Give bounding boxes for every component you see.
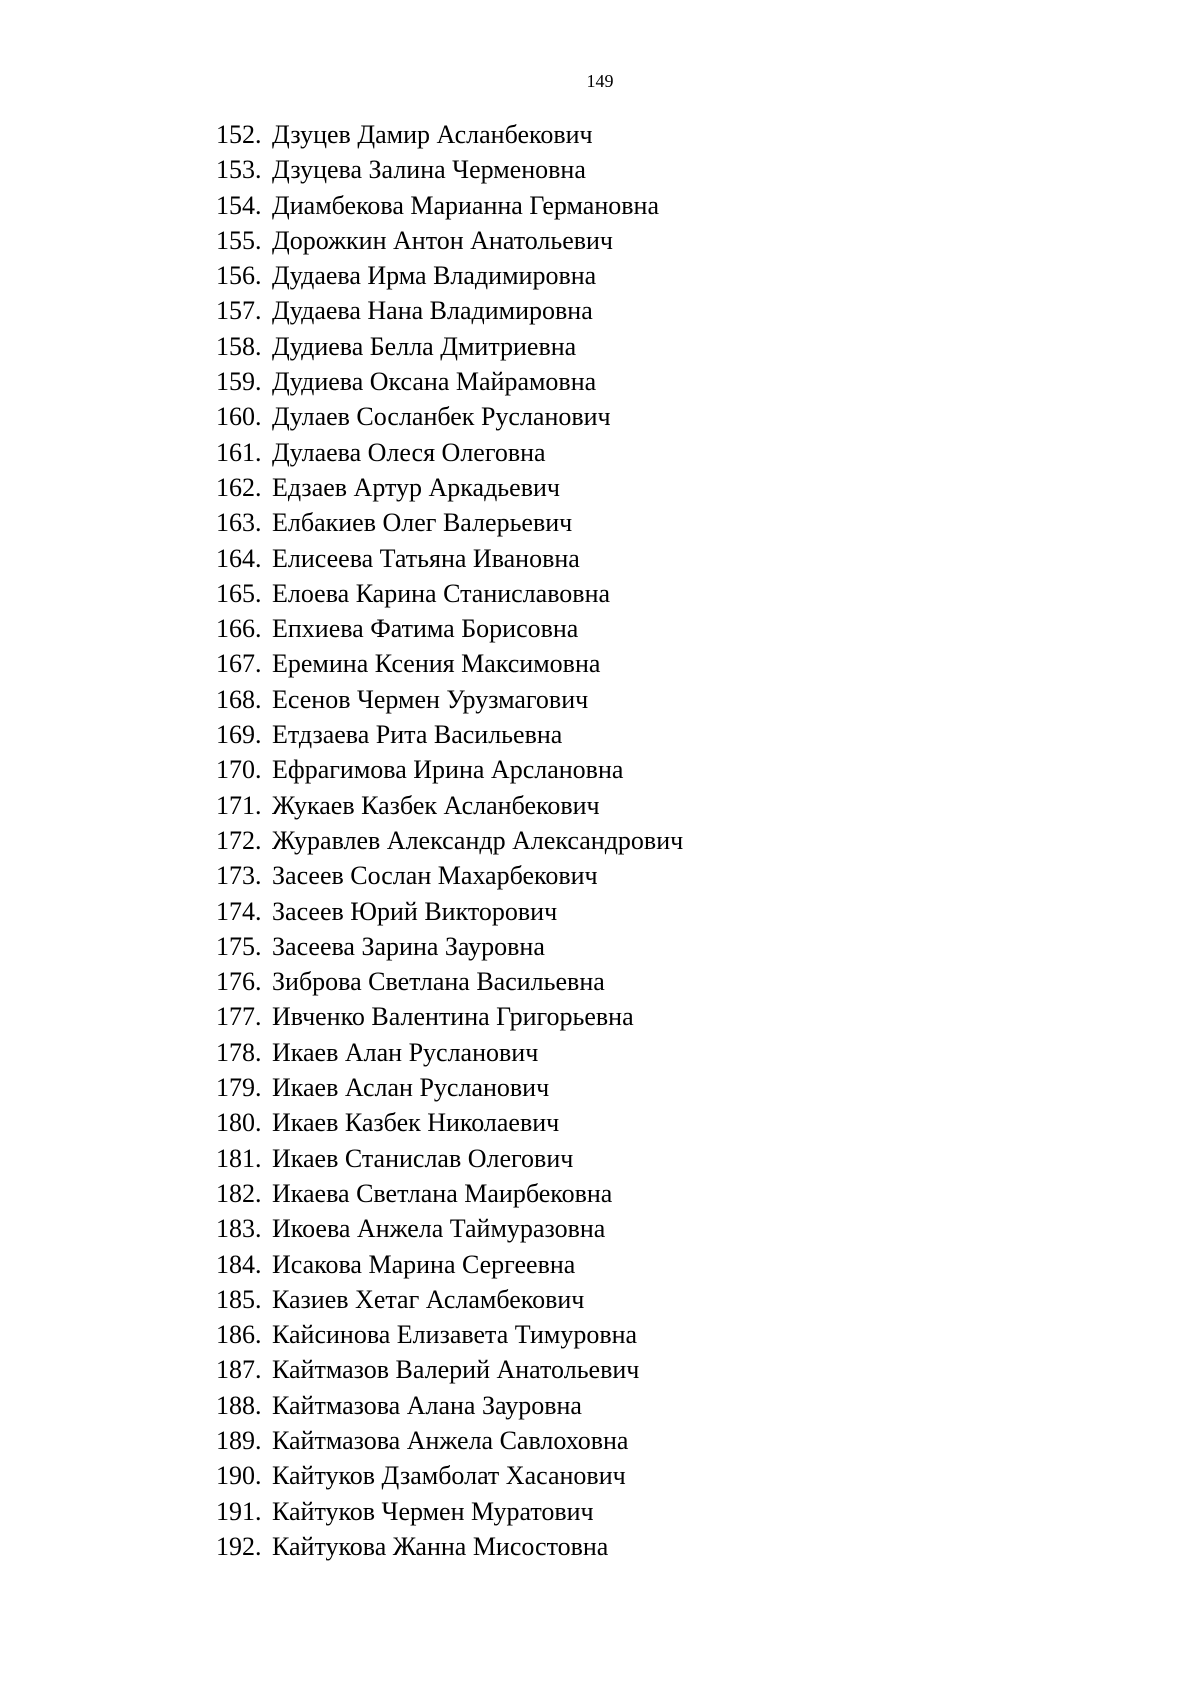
list-item	[216, 999, 1016, 1034]
list-item	[216, 541, 1016, 576]
list-item	[216, 611, 1016, 646]
item-number: 189.	[216, 1425, 262, 1455]
list-item	[216, 788, 1016, 823]
item-number: 156.	[216, 261, 262, 291]
item-name: Жукаев Казбек Асланбекович	[272, 790, 600, 820]
item-name: Кайтмазова Алана Зауровна	[272, 1390, 582, 1420]
list-item	[216, 470, 1016, 505]
item-name: Икаев Станислав Олегович	[272, 1143, 574, 1173]
item-number: 154.	[216, 190, 262, 220]
item-name: Засеева Зарина Зауровна	[272, 931, 545, 961]
list-item	[216, 117, 1016, 152]
item-name: Ивченко Валентина Григорьевна	[272, 1002, 634, 1032]
item-name: Икаев Аслан Русланович	[272, 1073, 550, 1103]
item-number: 188.	[216, 1390, 262, 1420]
list-item	[216, 1035, 1016, 1070]
item-name: Икаев Казбек Николаевич	[272, 1108, 560, 1138]
item-number: 185.	[216, 1284, 262, 1314]
list-item	[216, 1211, 1016, 1246]
item-number: 155.	[216, 225, 262, 255]
item-number: 166.	[216, 614, 262, 644]
item-number: 169.	[216, 720, 262, 750]
list-item	[216, 399, 1016, 434]
item-name: Кайтуков Дзамболат Хасанович	[272, 1461, 626, 1491]
list-item	[216, 646, 1016, 681]
list-item	[216, 1176, 1016, 1211]
list-item	[216, 1423, 1016, 1458]
item-name: Журавлев Александр Александрович	[272, 825, 684, 855]
item-name: Кайтмазова Анжела Савлоховна	[272, 1425, 629, 1455]
item-name: Дзуцев Дамир Асланбекович	[272, 120, 593, 149]
item-number: 165.	[216, 578, 262, 608]
item-name: Зиброва Светлана Васильевна	[272, 967, 605, 997]
list-item	[216, 223, 1016, 258]
item-name: Елбакиев Олег Валерьевич	[272, 508, 573, 538]
item-name: Дулаева Олеся Олеговна	[272, 437, 546, 467]
list-item	[216, 858, 1016, 893]
list-item	[216, 293, 1016, 328]
item-number: 172.	[216, 825, 262, 855]
list-item	[216, 964, 1016, 999]
item-name: Дудаева Ирма Владимировна	[272, 261, 597, 291]
item-number: 160.	[216, 402, 262, 432]
list-item	[216, 435, 1016, 470]
list-item	[216, 258, 1016, 293]
item-number: 176.	[216, 967, 262, 997]
item-name: Засеев Сослан Махарбекович	[272, 861, 598, 891]
item-name: Елоева Карина Станиславовна	[272, 578, 611, 608]
list-item	[216, 576, 1016, 611]
item-name: Едзаев Артур Аркадьевич	[272, 472, 560, 502]
item-number: 180.	[216, 1108, 262, 1138]
item-name: Дзуцева Залина Черменовна	[272, 155, 586, 185]
list-item	[216, 1141, 1016, 1176]
item-number: 191.	[216, 1496, 262, 1526]
item-number: 170.	[216, 755, 262, 785]
item-name: Дудиева Оксана Майрамовна	[272, 367, 597, 397]
list-item	[216, 505, 1016, 540]
item-number: 186.	[216, 1320, 262, 1350]
item-number: 174.	[216, 896, 262, 926]
item-number: 187.	[216, 1355, 262, 1385]
item-name: Икаева Светлана Маирбековна	[272, 1178, 613, 1208]
list-item	[216, 1282, 1016, 1317]
list-item	[216, 823, 1016, 858]
item-name: Кайтуков Чермен Муратович	[272, 1496, 594, 1526]
item-name: Казиев Хетаг Асламбекович	[272, 1284, 585, 1314]
item-number: 179.	[216, 1073, 262, 1103]
item-number: 184.	[216, 1249, 262, 1279]
list-item	[216, 894, 1016, 929]
item-name: Есенов Чермен Урузмагович	[272, 684, 589, 714]
item-name: Дорожкин Антон Анатольевич	[272, 225, 614, 255]
item-name: Икоева Анжела Таймуразовна	[272, 1214, 606, 1244]
list-item	[216, 717, 1016, 752]
item-name: Икаев Алан Русланович	[272, 1037, 539, 1067]
list-item	[216, 1494, 1016, 1529]
item-number: 164.	[216, 543, 262, 573]
item-number: 182.	[216, 1178, 262, 1208]
item-name: Еремина Ксения Максимовна	[272, 649, 601, 679]
item-number: 183.	[216, 1214, 262, 1244]
list-item	[216, 1247, 1016, 1282]
item-name: Дулаев Сосланбек Русланович	[272, 402, 611, 432]
list-item	[216, 929, 1016, 964]
item-name: Диамбекова Марианна Германовна	[272, 190, 659, 220]
list-item	[216, 1458, 1016, 1493]
item-number: 158.	[216, 331, 262, 361]
item-number: 153.	[216, 155, 262, 185]
item-number: 181.	[216, 1143, 262, 1173]
item-number: 163.	[216, 508, 262, 538]
item-number: 178.	[216, 1037, 262, 1067]
list-item	[216, 752, 1016, 787]
list-item	[216, 364, 1016, 399]
item-name: Исакова Марина Сергеевна	[272, 1249, 576, 1279]
list-item	[216, 1529, 1016, 1564]
item-number: 157.	[216, 296, 262, 326]
list-item	[216, 682, 1016, 717]
item-number: 175.	[216, 931, 262, 961]
item-number: 171.	[216, 790, 262, 820]
name-list	[216, 117, 1016, 1564]
item-name: Епхиева Фатима Борисовна	[272, 614, 579, 644]
item-name: Кайсинова Елизавета Тимуровна	[272, 1320, 638, 1350]
list-item	[216, 1352, 1016, 1387]
item-number: 177.	[216, 1002, 262, 1032]
item-number: 190.	[216, 1461, 262, 1491]
item-name: Елисеева Татьяна Ивановна	[272, 543, 580, 573]
item-name: Засеев Юрий Викторович	[272, 896, 558, 926]
item-number: 152.	[216, 120, 262, 149]
list-item	[216, 152, 1016, 187]
list-item	[216, 1388, 1016, 1423]
item-name: Кайтмазов Валерий Анатольевич	[272, 1355, 640, 1385]
item-name: Дудиева Белла Дмитриевна	[272, 331, 577, 361]
item-name: Дудаева Нана Владимировна	[272, 296, 593, 326]
item-number: 168.	[216, 684, 262, 714]
item-number: 173.	[216, 861, 262, 891]
item-name: Кайтукова Жанна Мисостовна	[272, 1531, 609, 1561]
list-item	[216, 329, 1016, 364]
list-item	[216, 1070, 1016, 1105]
list-item	[216, 188, 1016, 223]
item-number: 159.	[216, 367, 262, 397]
item-number: 162.	[216, 472, 262, 502]
item-name: Ефрагимова Ирина Арслановна	[272, 755, 624, 785]
item-number: 167.	[216, 649, 262, 679]
item-name: Етдзаева Рита Васильевна	[272, 720, 563, 750]
list-item	[216, 1105, 1016, 1140]
page-number: 149	[586, 71, 614, 91]
item-number: 161.	[216, 437, 262, 467]
item-number: 192.	[216, 1531, 262, 1561]
list-item	[216, 1317, 1016, 1352]
